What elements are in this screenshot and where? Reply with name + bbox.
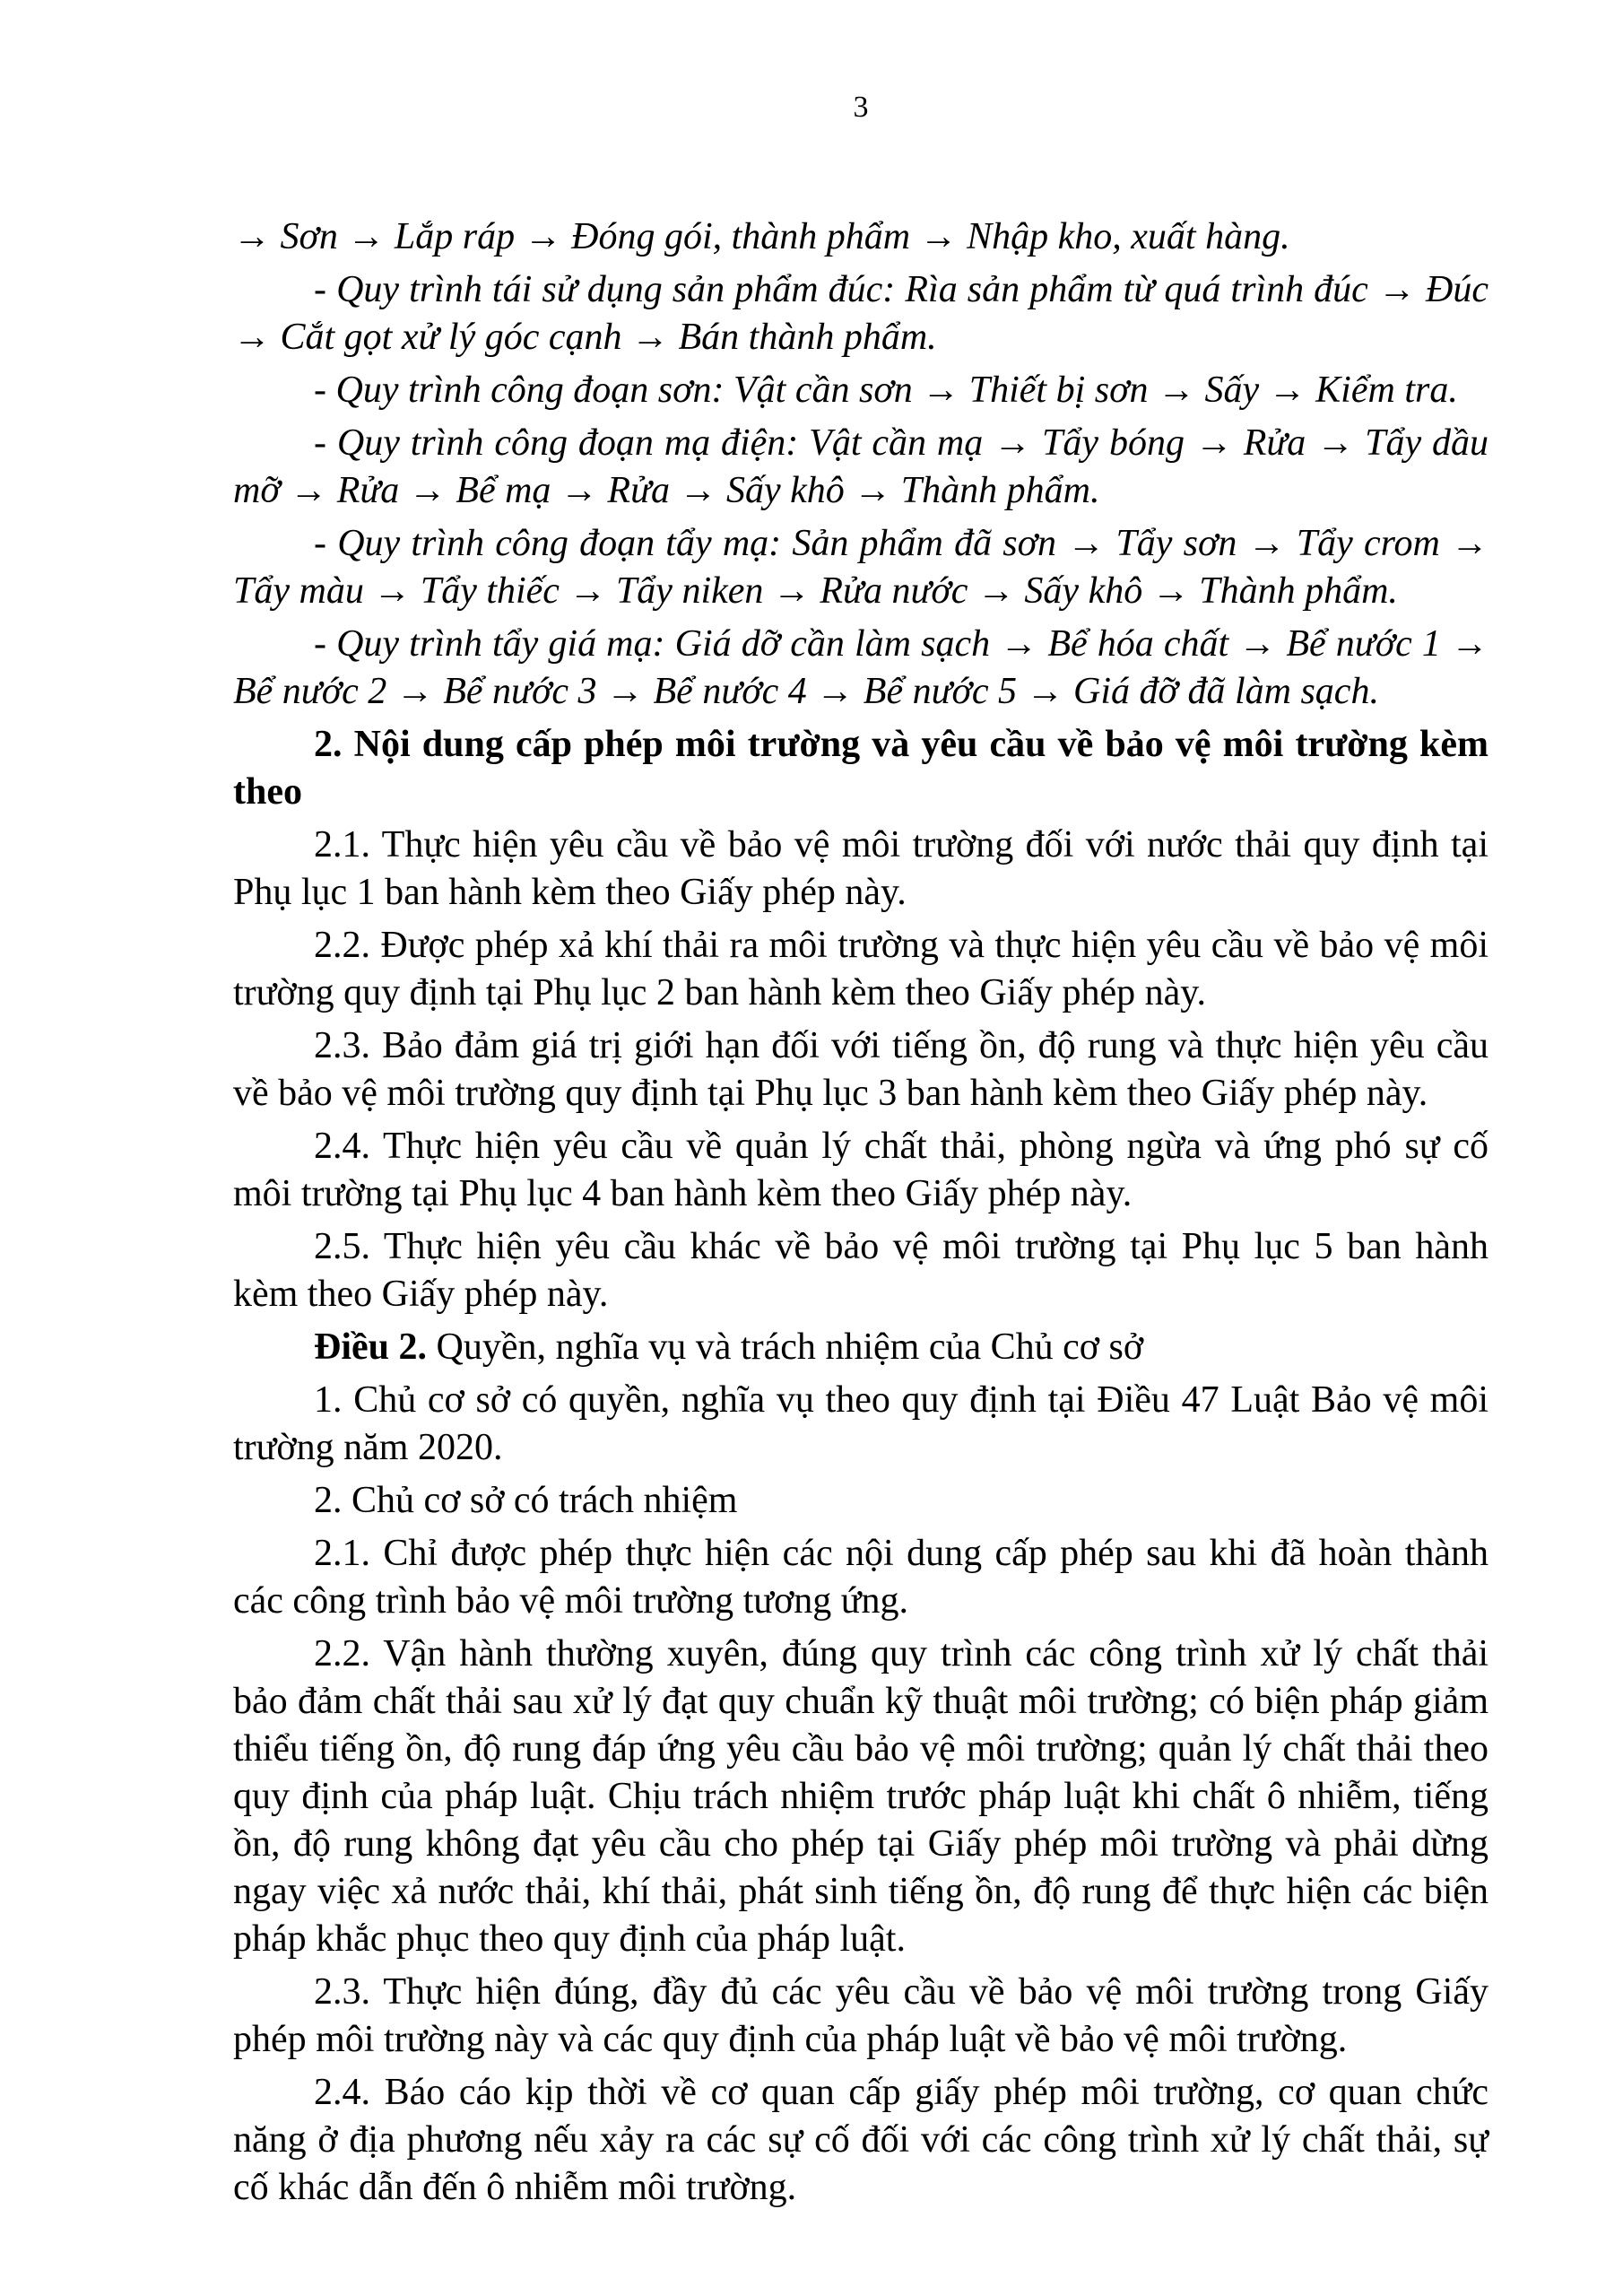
- paragraph-process-electroplating: - Quy trình công đoạn mạ điện: Vật cần mạ → Tẩy bóng → Rửa → Tẩy dầu mỡ → Rửa → Bể mạ → Rửa → Sấy khô → Thành phẩm.: [233, 422, 1488, 511]
- dieu-2-title: Quyền, nghĩa vụ và trách nhiệm của Chủ cơ sở: [427, 1326, 1144, 1368]
- paragraph-resp-2-2: 2.2. Vận hành thường xuyên, đúng quy trình các công trình xử lý chất thải bảo đảm chất thải sau xử lý đạt quy chuẩn kỹ thuật môi trường; có biện pháp giảm thiểu tiếng ồn, độ rung đáp ứng yêu cầu bảo vệ môi trường; quản lý chất thải theo quy định của pháp luật. Chịu trách nhiệm trước pháp luật khi chất ô nhiễm, tiếng ồn, độ rung không đạt yêu cầu cho phép tại Giấy phép môi trường và phải dừng ngay việc xả nước thải, khí thải, phát sinh tiếng ồn, độ rung để thực hiện các biện pháp khắc phục theo quy định của pháp luật.: [233, 1633, 1488, 1960]
- document-body: [233, 213, 1488, 2212]
- paragraph-2-3-noise-vibration: 2.3. Bảo đảm giá trị giới hạn đối với tiếng ồn, độ rung và thực hiện yêu cầu về bảo vệ môi trường quy định tại Phụ lục 3 ban hành kèm theo Giấy phép này.: [233, 1025, 1488, 1114]
- paragraph-dieu-2-heading: [233, 1324, 1488, 1371]
- paragraph-2-4-waste-management: 2.4. Thực hiện yêu cầu về quản lý chất thải, phòng ngừa và ứng phó sự cố môi trường tại Phụ lục 4 ban hành kèm theo Giấy phép này.: [233, 1126, 1488, 1214]
- paragraph-resp-2-4: 2.4. Báo cáo kịp thời về cơ quan cấp giấy phép môi trường, cơ quan chức năng ở địa phương nếu xảy ra các sự cố đối với các công trình xử lý chất thải, sự cố khác dẫn đến ô nhiễm môi trường.: [233, 2072, 1488, 2208]
- paragraph-process-painting: - Quy trình công đoạn sơn: Vật cần sơn → Thiết bị sơn → Sấy → Kiểm tra.: [314, 370, 1458, 411]
- paragraph-2-5-other-requirements: 2.5. Thực hiện yêu cầu khác về bảo vệ môi trường tại Phụ lục 5 ban hành kèm theo Giấy phép này.: [233, 1226, 1488, 1315]
- paragraph-process-rack-cleaning: - Quy trình tẩy giá mạ: Giá dỡ cần làm sạch → Bể hóa chất → Bể nước 1 → Bể nước 2 → Bể nước 3 → Bể nước 4 → Bể nước 5 → Giá đỡ đã làm sạch.: [233, 623, 1488, 712]
- page-number: 3: [853, 91, 869, 124]
- paragraph-owner-rights: 1. Chủ cơ sở có quyền, nghĩa vụ theo quy định tại Điều 47 Luật Bảo vệ môi trường năm 2020.: [233, 1379, 1488, 1468]
- paragraph-process-recycle-casting: - Quy trình tái sử dụng sản phẩm đúc: Rìa sản phẩm từ quá trình đúc → Đúc → Cắt gọt xử lý góc cạnh → Bán thành phẩm.: [233, 269, 1488, 358]
- paragraph-flow-continuation: → Sơn → Lắp ráp → Đóng gói, thành phẩm → Nhập kho, xuất hàng.: [233, 216, 1290, 257]
- paragraph-resp-2-1: 2.1. Chỉ được phép thực hiện các nội dung cấp phép sau khi đã hoàn thành các công trình bảo vệ môi trường tương ứng.: [233, 1533, 1488, 1622]
- paragraph-2-2-emissions: 2.2. Được phép xả khí thải ra môi trường và thực hiện yêu cầu về bảo vệ môi trường quy định tại Phụ lục 2 ban hành kèm theo Giấy phép này.: [233, 925, 1488, 1013]
- dieu-2-label: Điều 2.: [314, 1326, 427, 1368]
- paragraph-process-deplating: - Quy trình công đoạn tẩy mạ: Sản phẩm đã sơn → Tẩy sơn → Tẩy crom → Tẩy màu → Tẩy thiếc → Tẩy niken → Rửa nước → Sấy khô → Thành phẩm.: [233, 523, 1488, 612]
- paragraph-2-1-wastewater: 2.1. Thực hiện yêu cầu về bảo vệ môi trường đối với nước thải quy định tại Phụ lục 1 ban hành kèm theo Giấy phép này.: [233, 824, 1488, 913]
- paragraph-owner-responsibility: 2. Chủ cơ sở có trách nhiệm: [314, 1480, 738, 1521]
- paragraph-resp-2-3: 2.3. Thực hiện đúng, đầy đủ các yêu cầu về bảo vệ môi trường trong Giấy phép môi trường này và các quy định của pháp luật về bảo vệ môi trường.: [233, 1971, 1488, 2060]
- heading-section-2: 2. Nội dung cấp phép môi trường và yêu cầu về bảo vệ môi trường kèm theo: [233, 724, 1488, 813]
